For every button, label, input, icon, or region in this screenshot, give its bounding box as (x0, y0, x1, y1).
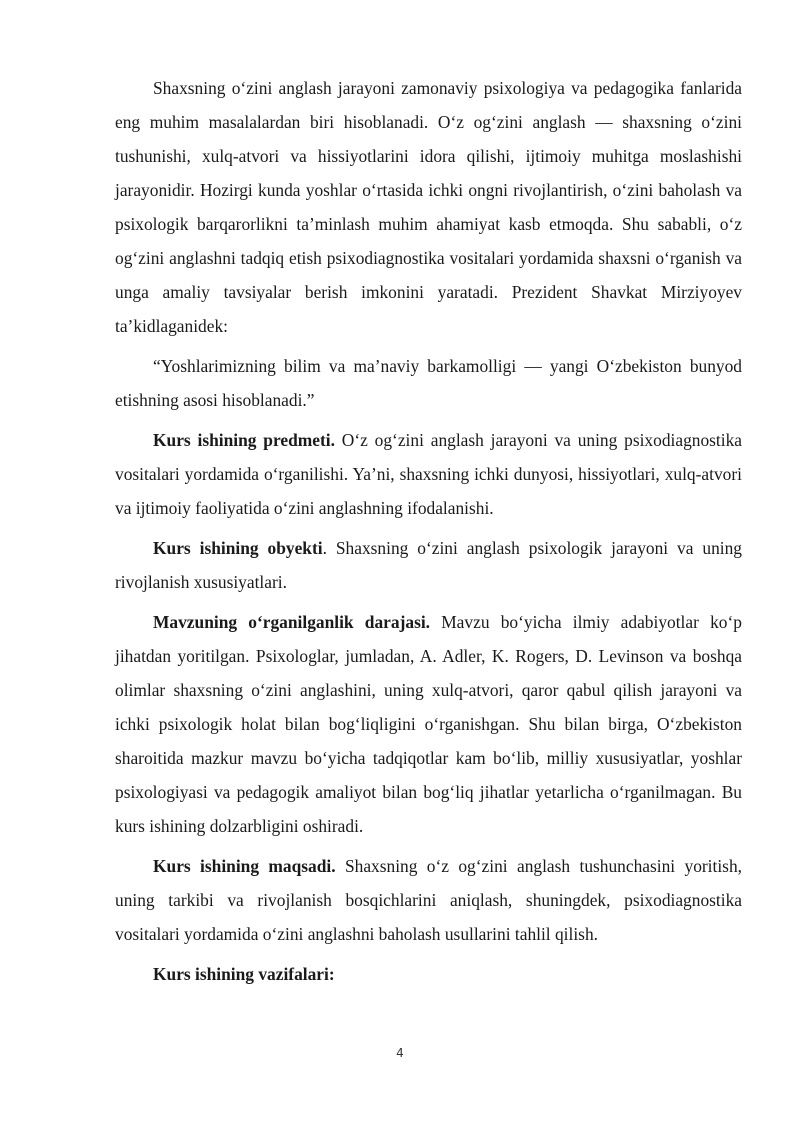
paragraph-text: O‘z og‘zini anglash jarayoni va uning psixodiagnostika vositalari yordamida o‘rganilishi. Ya’ni, shaxsning ichki dunyosi, hissiyotlari, xulq-atvori va ijtimoiy faoliyatida o‘zini anglashning ifodalanishi. (115, 430, 742, 518)
paragraph-lead: Kurs ishining vazifalari: (153, 964, 335, 984)
page-number: 4 (396, 1046, 404, 1060)
paragraph-lead: Kurs ishining maqsadi. (153, 856, 336, 876)
paragraph-text: . Shaxsning o‘zini anglash psixologik jarayoni va uning rivojlanish xususiyatlari. (115, 538, 743, 592)
paragraph-text: Shaxsning o‘zini anglash jarayoni zamonaviy psixologiya va pedagogika fanlarida eng muhim masalalardan biri hisoblanadi. O‘z og‘zini anglash — shaxsning o‘zini tushunishi, xulq-atvori va hissiyotlarini idora qilishi, ijtimoiy muhitga moslashishi jarayonidir. Hozirgi kunda yoshlar o‘rtasida ichki ongni rivojlantirish, o‘zini baholash va psixologik barqarorlikni ta’minlash muhim ahamiyat kasb etmoqda. Shu sababli, o‘z og‘zini anglashni tadqiq etish psixodiagnostika vositalari yordamida shaxsni o‘rganish va unga amaliy tavsiyalar berish imkonini yaratadi. Prezident Shavkat Mirziyoyev ta’kidlaganidek: (115, 78, 742, 336)
paragraph-text: “Yoshlarimizning bilim va ma’naviy barkamolligi — yangi O‘zbekiston bunyod etishning asosi hisoblanadi.” (115, 356, 742, 410)
paragraph-lead: Mavzuning o‘rganilganlik darajasi. (153, 612, 431, 632)
document-page (115, 71, 742, 997)
paragraph-lead: Kurs ishining obyekti (153, 538, 323, 558)
paragraph-tasks-heading (115, 957, 742, 991)
paragraph-text: Shaxsning o‘z og‘zini anglash tushunchasini yoritish, uning tarkibi va rivojlanish bosqichlarini aniqlash, shuningdek, psixodiagnostika vositalari yordamida o‘zini anglashni baholash usullarini tahlil qilish. (115, 856, 742, 944)
paragraph-subject (115, 423, 742, 525)
paragraph-study-level (115, 605, 742, 843)
paragraph-goal (115, 849, 742, 951)
paragraph-object (115, 531, 742, 599)
paragraph-quote (115, 349, 742, 417)
paragraph-text: Mavzu bo‘yicha ilmiy adabiyotlar ko‘p jihatdan yoritilgan. Psixologlar, jumladan, A. Adler, K. Rogers, D. Levinson va boshqa olimlar shaxsning o‘zini anglashini, uning xulq-atvori, qaror qabul qilish jarayoni va ichki psixologik holat bilan bog‘liqligini o‘rganishgan. Shu bilan birga, O‘zbekiston sharoitida mazkur mavzu bo‘yicha tadqiqotlar kam bo‘lib, milliy xususiyatlar, yoshlar psixologiyasi va pedagogik amaliyot bilan bog‘liq jihatlar yetarlicha o‘rganilmagan. Bu kurs ishining dolzarbligini oshiradi. (115, 612, 742, 836)
paragraph-intro (115, 71, 742, 343)
paragraph-lead: Kurs ishining predmeti. (153, 430, 335, 450)
